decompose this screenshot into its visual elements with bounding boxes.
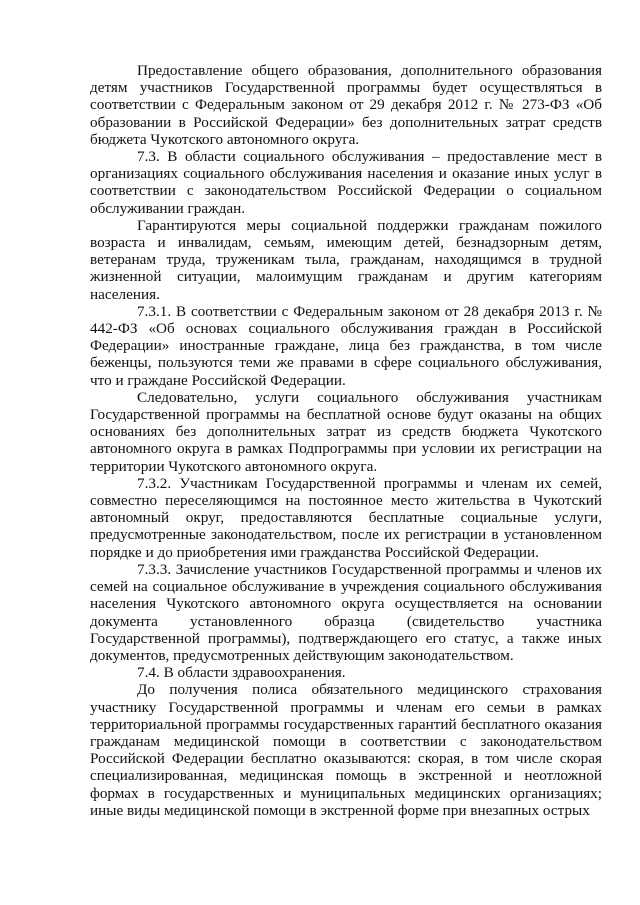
paragraph-social-support-guarantees: Гарантируются меры социальной поддержки гражданам пожилого возраста и инвалидам, семьям, имеющим детей, безнадзорным детям, ветеранам труда, труженикам тыла, гражданам, находящимся в трудной жизненной ситуации, малоимущим гражданам и другим категориям населения. (90, 216, 602, 303)
paragraph-medical-insurance: До получения полиса обязательного медицинского страхования участнику Государственной программы и членам его семьи в рамках территориальной программы государственных гарантий бесплатного оказания гражданам медицинской помощи в соответствии с законодательством Российской Федерации бесплатно оказываются: скорая, в том числе скорая специализированная, медицинская помощь в экстренной и неотложной формах в государственных и муниципальных медицинских организациях; иные виды медицинской помощи в экстренной форме при внезапных острых (90, 681, 602, 819)
paragraph-7-4-healthcare-heading: 7.4. В области здравоохранения. (137, 664, 346, 682)
paragraph-7-3-social-services: 7.3. В области социального обслуживания – предоставление мест в организациях социального обслуживания населения и оказание иных услуг в соответствии с законодательством Российской Федерации о социальном обслуживании граждан. (90, 148, 602, 217)
paragraph-7-3-2: 7.3.2. Участникам Государственной программы и членам их семей, совместно переселяющимся на постоянное место жительства в Чукотский автономный округ, предоставляются бесплатные социальные услуги, предусмотренные законодательством, после их регистрации в установленном порядке и до приобретения ими гражданства Российской Федерации. (90, 474, 602, 561)
paragraph-general-education: Предоставление общего образования, дополнительного образования детям участников Государственной программы будет осуществляться в соответствии с Федеральным законом от 29 декабря 2012 г. № 273-ФЗ «Об образовании в Российской Федерации» без дополнительных затрат средств бюджета Чукотского автономного округа. (90, 62, 602, 148)
paragraph-consequently: Следовательно, услуги социального обслуживания участникам Государственной программы на бесплатной основе будут оказаны на общих основаниях без дополнительных затрат из средств бюджета Чукотского автономного округа в рамках Подпрограммы при условии их регистрации на территории Чукотского автономного округа. (90, 388, 602, 475)
paragraph-7-3-1: 7.3.1. В соответствии с Федеральным законом от 28 декабря 2013 г. № 442-ФЗ «Об основах социального обслуживания граждан в Российской Федерации» иностранные граждане, лица без гражданства, в том числе беженцы, пользуются теми же правами в сфере социального обслуживания, что и граждане Российской Федерации. (90, 302, 602, 389)
document-body (90, 62, 602, 819)
paragraph-7-3-3: 7.3.3. Зачисление участников Государственной программы и членов их семей на социальное обслуживание в учреждения социального обслуживания населения Чукотского автономного округа осуществляется на основании документа установленного образца (свидетельство участника Государственной программы), подтверждающего его статус, а также иных документов, предусмотренных действующим законодательством. (90, 560, 602, 664)
